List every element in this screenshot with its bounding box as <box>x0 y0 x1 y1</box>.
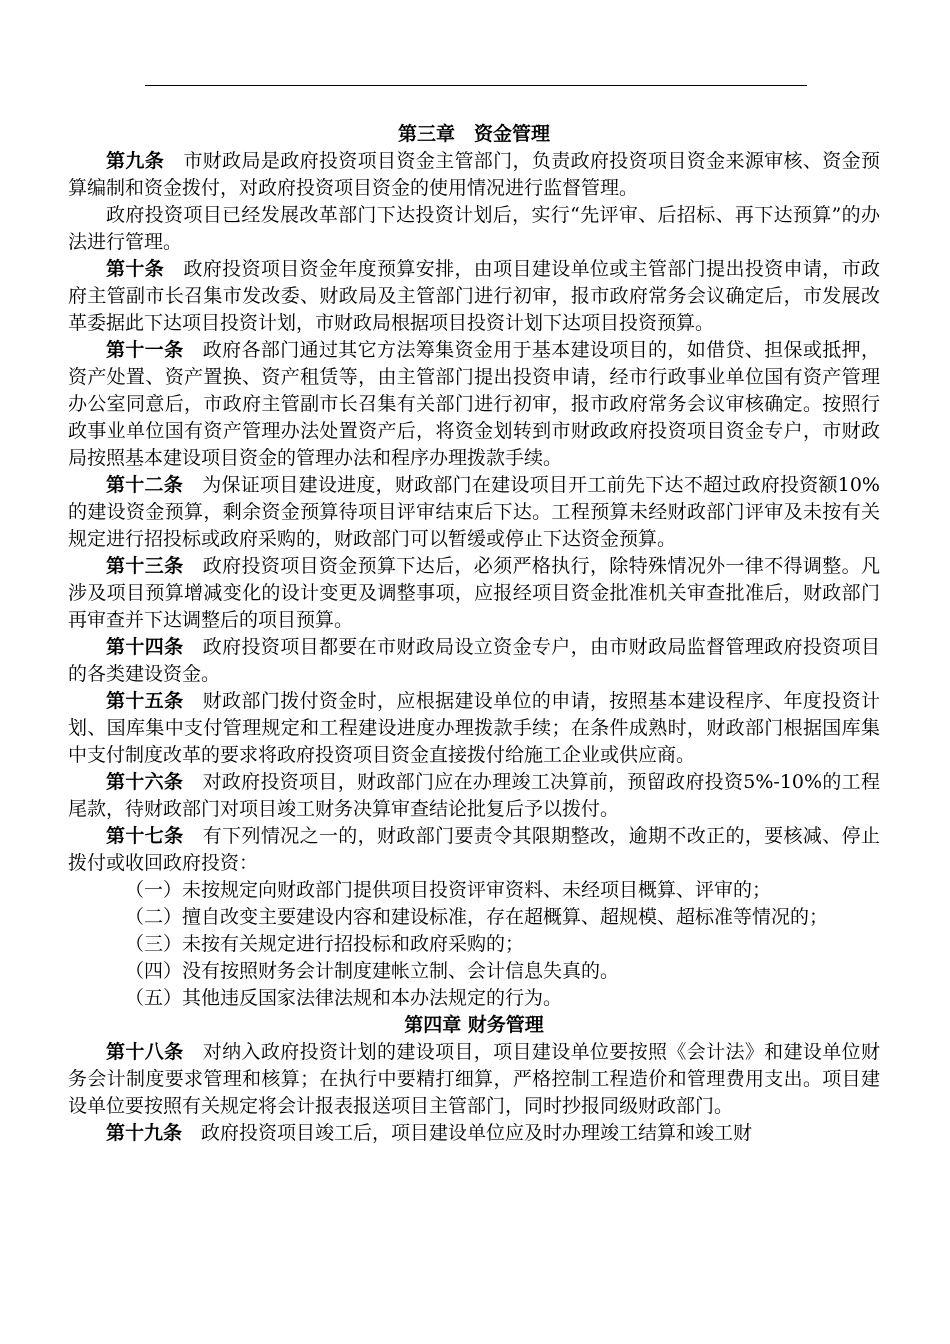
article-12 <box>68 472 880 553</box>
list-item: （五）其他违反国家法律法规和本办法规定的行为。 <box>125 987 563 1009</box>
header-rule <box>145 85 807 86</box>
article-label: 第十七条 <box>106 825 184 847</box>
article-text: 政府投资项目竣工后，项目建设单位应及时办理竣工结算和竣工财 <box>201 1122 753 1144</box>
article-label: 第十四条 <box>106 636 184 658</box>
chapter-heading: 第四章 财务管理 <box>404 1014 544 1036</box>
article-text: 为保证项目建设进度，财政部门在建设项目开工前先下达不超过政府投资额10%的建设资金预算，剩余资金预算待项目评审结束后下达。工程预算未经财政部门评审及未按有关规定进行招投标或政府采购的，财政部门可以暂缓或停止下达资金预算。 <box>68 474 880 550</box>
article-15 <box>68 688 880 769</box>
article-text: 对政府投资项目，财政部门应在办理竣工决算前，预留政府投资5%-10%的工程尾款，待财政部门对项目竣工财务决算审查结论批复后予以拨付。 <box>68 771 880 820</box>
article-17 <box>68 823 880 877</box>
article-text: 政府投资项目都要在市财政局设立资金专户，由市财政局监督管理政府投资项目的各类建设资金。 <box>68 636 880 685</box>
article-label: 第十九条 <box>106 1122 183 1144</box>
article-text: 有下列情况之一的，财政部门要责令其限期整改，逾期不改正的，要核减、停止拨付或收回政府投资： <box>68 825 880 874</box>
article-text: 政府各部门通过其它方法筹集资金用于基本建设项目的，如借贷、担保或抵押，资产处置、资产置换、资产租赁等，由主管部门提出投资申请，经市行政事业单位国有资产管理办公室同意后，市政府主管副市长召集有关部门进行初审，报市政府常务会议审核确定。按照行政事业单位国有资产管理办法处置资产后，将资金划转到市财政政府投资项目资金专户，市财政局按照基本建设项目资金的管理办法和程序办理拨款手续。 <box>68 339 880 469</box>
article-label: 第十八条 <box>106 1041 184 1063</box>
article-10 <box>68 256 880 337</box>
list-item: （四）没有按照财务会计制度建帐立制、会计信息失真的。 <box>125 960 620 982</box>
article-label: 第十一条 <box>106 339 184 361</box>
article-label: 第十条 <box>106 258 165 280</box>
article-label: 第十二条 <box>106 474 184 496</box>
article-text: 对纳入政府投资计划的建设项目，项目建设单位要按照《会计法》和建设单位财务会计制度要求管理和核算；在执行中要精打细算，严格控制工程造价和管理费用支出。项目建设单位要按照有关规定将会计报表报送项目主管部门，同时抄报同级财政部门。 <box>68 1041 880 1117</box>
article-16 <box>68 769 880 823</box>
article-label: 第十三条 <box>106 555 184 577</box>
article-14 <box>68 634 880 688</box>
article-label: 第十六条 <box>106 771 184 793</box>
article-18 <box>68 1039 880 1120</box>
article-9 <box>68 148 880 202</box>
article-text: 政府投资项目资金年度预算安排，由项目建设单位或主管部门提出投资申请，市政府主管副市长召集市发改委、财政局及主管部门进行初审，报市政府常务会议确定后，市发展改革委据此下达项目投资计划，市财政局根据项目投资计划下达项目投资预算。 <box>68 258 880 334</box>
chapter-heading: 第三章 资金管理 <box>397 123 550 145</box>
article-text: 政府投资项目资金预算下达后，必须严格执行，除特殊情况外一律不得调整。凡涉及项目预算增减变化的设计变更及调整事项，应报经项目资金批准机关审查批准后，财政部门再审查并下达调整后的项目预算。 <box>68 555 880 631</box>
article-label: 第十五条 <box>106 690 184 712</box>
document-body <box>68 121 880 1147</box>
article-13 <box>68 553 880 634</box>
article-19 <box>68 1120 880 1147</box>
article-9-paragraph-2: 政府投资项目已经发展改革部门下达投资计划后，实行“先评审、后招标、再下达预算”的办法进行管理。 <box>68 204 880 253</box>
article-11 <box>68 337 880 472</box>
article-label: 第九条 <box>106 150 165 172</box>
list-item: （二）擅自改变主要建设内容和建设标准，存在超概算、超规模、超标准等情况的； <box>125 906 829 928</box>
article-text: 市财政局是政府投资项目资金主管部门，负责政府投资项目资金来源审核、资金预算编制和资金拨付，对政府投资项目资金的使用情况进行监督管理。 <box>68 150 880 199</box>
article-text: 财政部门拨付资金时，应根据建设单位的申请，按照基本建设程序、年度投资计划、国库集中支付管理规定和工程建设进度办理拨款手续；在条件成熟时，财政部门根据国库集中支付制度改革的要求将政府投资项目资金直接拨付给施工企业或供应商。 <box>68 690 880 766</box>
list-item: （三）未按有关规定进行招投标和政府采购的； <box>125 933 525 955</box>
list-item: （一）未按规定向财政部门提供项目投资评审资料、未经项目概算、评审的； <box>125 879 772 901</box>
